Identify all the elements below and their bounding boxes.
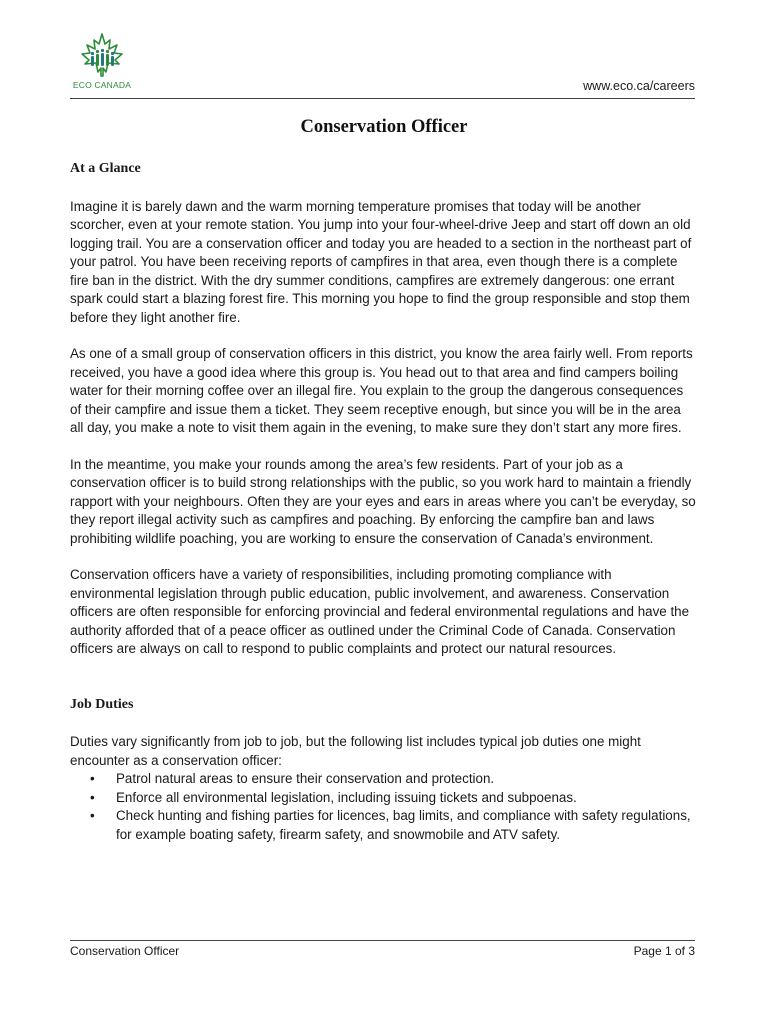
paragraph: In the meantime, you make your rounds among the area’s few residents. Part of your job as a conservation officer is to build strong relationships with the public, so you work hard to maintain a friendly rapport with your neighbours. Often they are your eyes and ears in areas where you can’t be everyday, so they report illegal activity such as campfires and poaching. By enforcing the campfire ban and laws prohibiting wildlife poaching, you are working to ensure the conservation of Canada’s environment. <box>70 456 696 546</box>
footer-divider <box>70 940 695 941</box>
logo-text: ECO CANADA <box>72 80 132 90</box>
page-number: Page 1 of 3 <box>633 944 695 958</box>
paragraph: Imagine it is barely dawn and the warm morning temperature promises that today will be another scorcher, even at your remote station. You jump into your four-wheel-drive Jeep and start off down an old logging trail. You are a conservation officer and today you are headed to a section in the northeast part of your patrol. You have been receiving reports of campfires in that area, even though there is a complete fire ban in the district. With the dry summer conditions, campfires are extremely dangerous: one errant spark could start a blazing forest fire. This morning you hope to find the group responsible and stop them before they light another fire. <box>70 198 692 325</box>
list-item: • Patrol natural areas to ensure their conservation and protection. <box>116 770 696 789</box>
duties-intro: Duties vary significantly from job to job, but the following list includes typical job duties one might encounter as a conservation officer: <box>70 734 641 768</box>
paragraph: As one of a small group of conservation officers in this district, you know the area fairly well. From reports received, you have a good idea where this group is. You head out to that area and find campers boiling water for their morning coffee over an illegal fire. You explain to the group the dangerous consequences of their campfire and issue them a ticket. They seem receptive enough, but since you will be in the area all day, you make a note to visit them again in the evening, to make sure they don’t start any more fires. <box>70 346 693 435</box>
header-divider <box>70 98 695 99</box>
website-link[interactable]: www.eco.ca/careers <box>583 79 695 93</box>
footer-document-name: Conservation Officer <box>70 944 180 958</box>
paragraph: Conservation officers have a variety of responsibilities, including promoting compliance with environmental legislation through public education, public involvement, and awareness. Conservation officers are often responsible for enforcing provincial and federal environmental regulations and have the authority afforded that of a peace officer as outlined under the Criminal Code of Canada. Conservation officers are always on call to respond to public complaints and protect our natural resources. <box>70 567 690 656</box>
list-item: • Enforce all environmental legislation, including issuing tickets and subpoenas. <box>116 789 696 808</box>
maple-leaf-icon <box>70 32 134 82</box>
duties-list <box>70 770 696 844</box>
list-item: • Check hunting and fishing parties for licences, bag limits, and compliance with safety regulations, for example boating safety, firearm safety, and snowmobile and ATV safety. <box>116 807 696 844</box>
section-heading-at-a-glance: At a Glance <box>70 161 141 176</box>
document-body <box>70 155 696 844</box>
document-title: Conservation Officer <box>300 117 468 137</box>
section-heading-job-duties: Job Duties <box>70 696 134 712</box>
